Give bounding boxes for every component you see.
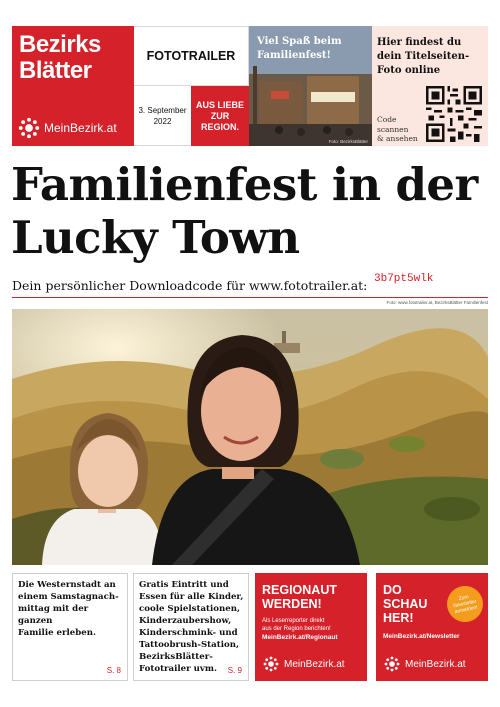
teaser-page-ref: S. 9 (227, 666, 242, 675)
meinbezirk-logo-icon (263, 656, 279, 672)
qr-panel-title: Hier findest du dein Titelseiten- Foto online (377, 37, 470, 76)
regionaut-description: Als Leserreporter direkt aus der Region berichten! (262, 618, 331, 632)
promo-image (249, 26, 372, 146)
download-code-value: 3b7pt5wlk (374, 273, 434, 285)
photo-credit: Foto: www.fototrailer.at, BezirksBlätter Familienfest (386, 300, 488, 305)
teaser-text: Gratis Eintritt und Essen für alle Kinder, coole Spielstationen, Kinderzaubershow, Kinderschmink- und Tattoobrush-Station, BezirksBlätter- Fototrailer uvm. (139, 580, 244, 674)
cover-headline: Familienfest in der Lucky Town (11, 158, 478, 264)
slogan-badge: AUS LIEBE ZUR REGION. (191, 86, 249, 146)
brand-logo-block (12, 26, 134, 146)
section-label: FOTOTRAILER (134, 26, 249, 86)
teaser-card-2[interactable] (133, 573, 249, 681)
brand-name-line2: Blätter (19, 57, 92, 84)
newsletter-footer-label: MeinBezirk.at (405, 658, 466, 670)
newsletter-title: DO SCHAU HER! (383, 583, 428, 625)
brand-site-label: MeinBezirk.at (44, 121, 117, 135)
qr-scan-hint: Code scannen & ansehen (377, 115, 418, 143)
cover-photo (12, 309, 488, 565)
regionaut-box[interactable] (255, 573, 367, 681)
teaser-card-1[interactable] (12, 573, 128, 681)
regionaut-footer-label: MeinBezirk.at (284, 658, 345, 670)
regionaut-footer (263, 656, 345, 672)
download-code-label: Dein persönlicher Downloadcode für www.fototrailer.at: (12, 278, 368, 293)
meinbezirk-logo-icon (18, 117, 40, 139)
qr-panel (372, 26, 488, 146)
newsletter-link[interactable]: MeinBezirk.at/Newsletter (383, 633, 460, 640)
newsletter-signup-badge[interactable]: Zum Newsletter anmelden! (444, 583, 487, 626)
brand-name-line1: Bezirks (19, 31, 101, 58)
qr-code-icon[interactable] (426, 86, 482, 142)
regionaut-link[interactable]: MeinBezirk.at/Regionaut (262, 634, 338, 641)
promo-credit: Foto: BezirksBlätter (328, 139, 368, 144)
regionaut-title: REGIONAUT WERDEN! (262, 583, 337, 611)
photo-painted-backdrop (12, 309, 488, 565)
newsletter-box[interactable] (376, 573, 488, 681)
meinbezirk-logo-icon (384, 656, 400, 672)
issue-date: 3. September 2022 (134, 86, 191, 146)
teaser-page-ref: S. 8 (106, 666, 121, 675)
promo-caption: Viel Spaß beim Familienfest! (257, 36, 342, 61)
divider (12, 297, 488, 298)
teaser-text: Die Westernstadt an einem Samstagnach- mittag mit der ganzen Familie erleben. (18, 580, 119, 638)
newsletter-footer (384, 656, 466, 672)
brand-footer (18, 117, 117, 139)
